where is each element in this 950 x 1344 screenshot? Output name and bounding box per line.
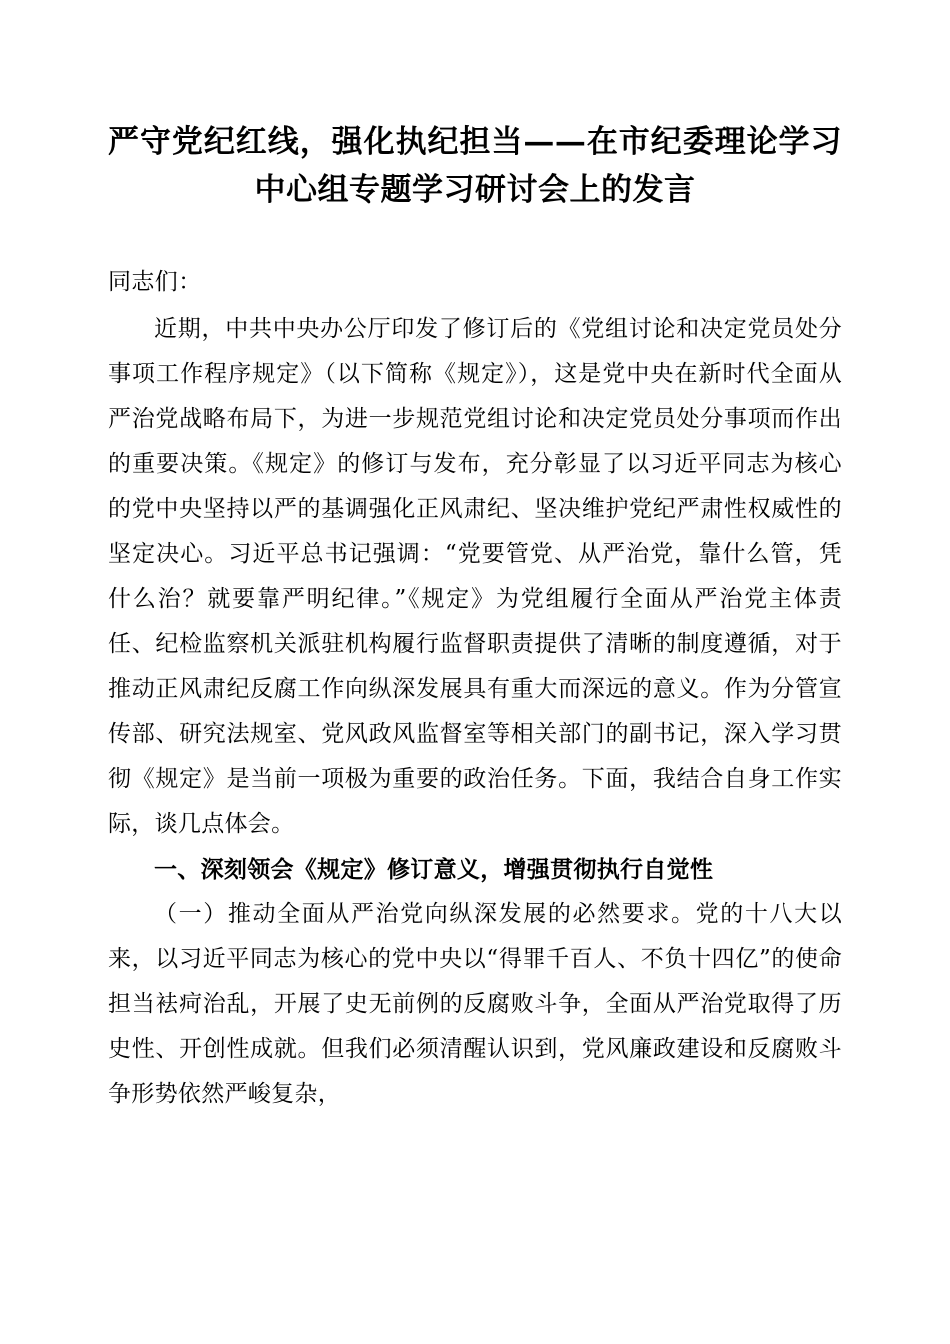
section-heading-1: 一、深刻领会《规定》修订意义，增强贯彻执行自觉性 — [154, 856, 714, 883]
paragraph-intro: 近期，中共中央办公厅印发了修订后的《党组讨论和决定党员处分事项工作程序规定》（以下简称《规定》），这是党中央在新时代全面从严治党战略布局下，为进一步规范党组讨论和决定党员处分事项而作出的重要决策。《规定》的修订与发布，充分彰显了以习近平同志为核心的党中央坚持以严的基调强化正风肃纪、坚决维护党纪严肃性权威性的坚定决心。习近平总书记强调：“党要管党、从严治党，靠什么管，凭什么治？就要靠严明纪律。”《规定》为党组履行全面从严治党主体责任、纪检监察机关派驻机构履行监督职责提供了清晰的制度遵循，对于推动正风肃纪反腐工作向纵深发展具有重大而深远的意义。作为分管宣传部、研究法规室、党风政风监督室等相关部门的副书记，深入学习贯彻《规定》是当前一项极为重要的政治任务。下面，我结合自身工作实际，谈几点体会。 — [108, 316, 842, 837]
page-title: 严守党纪红线，强化执纪担当——在市纪委理论学习中心组专题学习研讨会上的发言 — [108, 124, 842, 208]
salutation: 同志们： — [108, 269, 202, 295]
paragraph-1-1: （一）推动全面从严治党向纵深发展的必然要求。党的十八大以来，以习近平同志为核心的党中央以“得罪千百人、不负十四亿”的使命担当袪疴治乱，开展了史无前例的反腐败斗争，全面从严治党取得了历史性、开创性成就。但我们必须清醒认识到，党风廉政建设和反腐败斗争形势依然严峻复杂， — [108, 901, 842, 1107]
